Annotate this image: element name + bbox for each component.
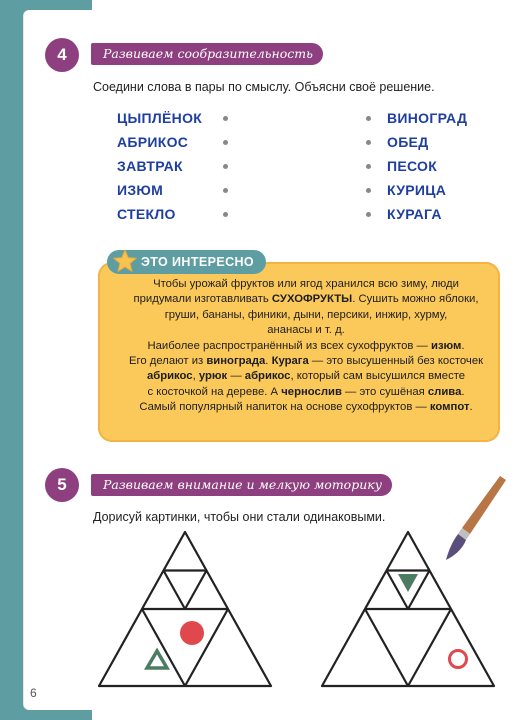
info-text-bold: компот	[429, 401, 470, 414]
left-word: ЦЫПЛЁНОК	[117, 110, 203, 126]
right-word: ОБЕД	[387, 134, 429, 150]
task-number-badge: 5	[45, 468, 79, 502]
left-word: АБРИКОС	[117, 134, 189, 150]
info-text-span: — это сушёная	[341, 385, 428, 398]
info-text-line	[116, 354, 496, 369]
connect-dot[interactable]	[366, 212, 371, 217]
info-text-span: .	[469, 401, 473, 414]
info-text-span: Наиболее распространённый из всех сухофруктов —	[147, 339, 431, 352]
torn-edge-decoration	[14, 0, 32, 720]
info-text-line	[116, 323, 496, 338]
left-word: ИЗЮМ	[117, 182, 164, 198]
right-triangle-puzzle	[318, 528, 498, 690]
info-text-bold: СУХОФРУКТЫ	[271, 293, 353, 306]
info-text-span: ,	[192, 370, 199, 383]
right-word: ПЕСОК	[387, 158, 438, 174]
info-text-span: —	[227, 370, 245, 383]
info-text-span: груши, бананы, финики, дыни, персики, инжир, хурму,	[164, 308, 448, 321]
info-text-line	[116, 277, 496, 292]
info-text-span: . Сушить можно яблоки,	[352, 293, 479, 306]
connect-dot[interactable]	[366, 188, 371, 193]
task-title: Развиваем сообразительность	[91, 43, 323, 65]
connect-dot[interactable]	[223, 140, 228, 145]
star-icon	[112, 248, 138, 274]
info-text-line	[116, 339, 496, 354]
right-word: КУРИЦА	[387, 182, 447, 198]
right-word: ВИНОГРАД	[387, 110, 468, 126]
info-text-bold: абрикос	[244, 370, 291, 383]
connect-dot[interactable]	[366, 116, 371, 121]
info-text-bold: Курага	[271, 355, 309, 368]
green-triangle-outline-shape	[147, 651, 167, 668]
info-text-span: Чтобы урожай фруктов или ягод хранился всю зиму, люди	[153, 278, 459, 290]
info-text-span: — это высушенный без косточек	[308, 355, 484, 368]
interesting-fact-text	[116, 277, 496, 416]
info-text-line	[116, 308, 496, 323]
info-text-bold: чернослив	[281, 385, 342, 398]
connect-dot[interactable]	[223, 212, 228, 217]
red-circle-outline-shape	[450, 651, 467, 668]
task-instruction: Дорисуй картинки, чтобы они стали одинаковыми.	[93, 510, 386, 524]
task-title: Развиваем внимание и мелкую моторику	[91, 474, 392, 496]
info-text-bold: слива	[427, 385, 462, 398]
info-text-span: , который сам высушился вместе	[290, 370, 466, 383]
task-number-badge: 4	[45, 38, 79, 72]
info-text-span: ананасы и т. д.	[267, 324, 345, 337]
left-word: ЗАВТРАК	[117, 158, 183, 174]
interesting-header: ЭТО ИНТЕРЕСНО	[107, 250, 266, 274]
task-instruction: Соедини слова в пары по смыслу. Объясни своё решение.	[93, 80, 435, 94]
info-text-bold: изюм	[431, 339, 462, 352]
page-number: 6	[30, 686, 37, 700]
connect-dot[interactable]	[223, 188, 228, 193]
info-text-line	[116, 369, 496, 384]
red-circle-filled-shape	[180, 621, 204, 645]
connect-dot[interactable]	[223, 164, 228, 169]
green-triangle-filled-inverted-shape	[398, 574, 418, 592]
info-text-span: с косточкой на дереве. А	[147, 385, 282, 398]
left-triangle-puzzle	[95, 528, 275, 690]
info-text-span: .	[265, 355, 272, 368]
info-text-line	[116, 292, 496, 307]
connect-dot[interactable]	[366, 164, 371, 169]
right-word: КУРАГА	[387, 206, 442, 222]
info-text-line	[116, 400, 496, 415]
info-text-line	[116, 385, 496, 400]
info-text-bold: винограда	[206, 355, 266, 368]
info-text-bold: урюк	[198, 370, 228, 383]
info-text-span: Самый популярный напиток на основе сухофруктов —	[139, 401, 430, 414]
connect-dot[interactable]	[223, 116, 228, 121]
info-text-span: .	[461, 385, 465, 398]
left-word: СТЕКЛО	[117, 206, 176, 222]
info-text-span: придумали изготавливать	[133, 293, 272, 306]
info-text-span: Его делают из	[128, 355, 207, 368]
info-text-bold: абрикос	[146, 370, 193, 383]
connect-dot[interactable]	[366, 140, 371, 145]
info-text-span: .	[461, 339, 465, 352]
